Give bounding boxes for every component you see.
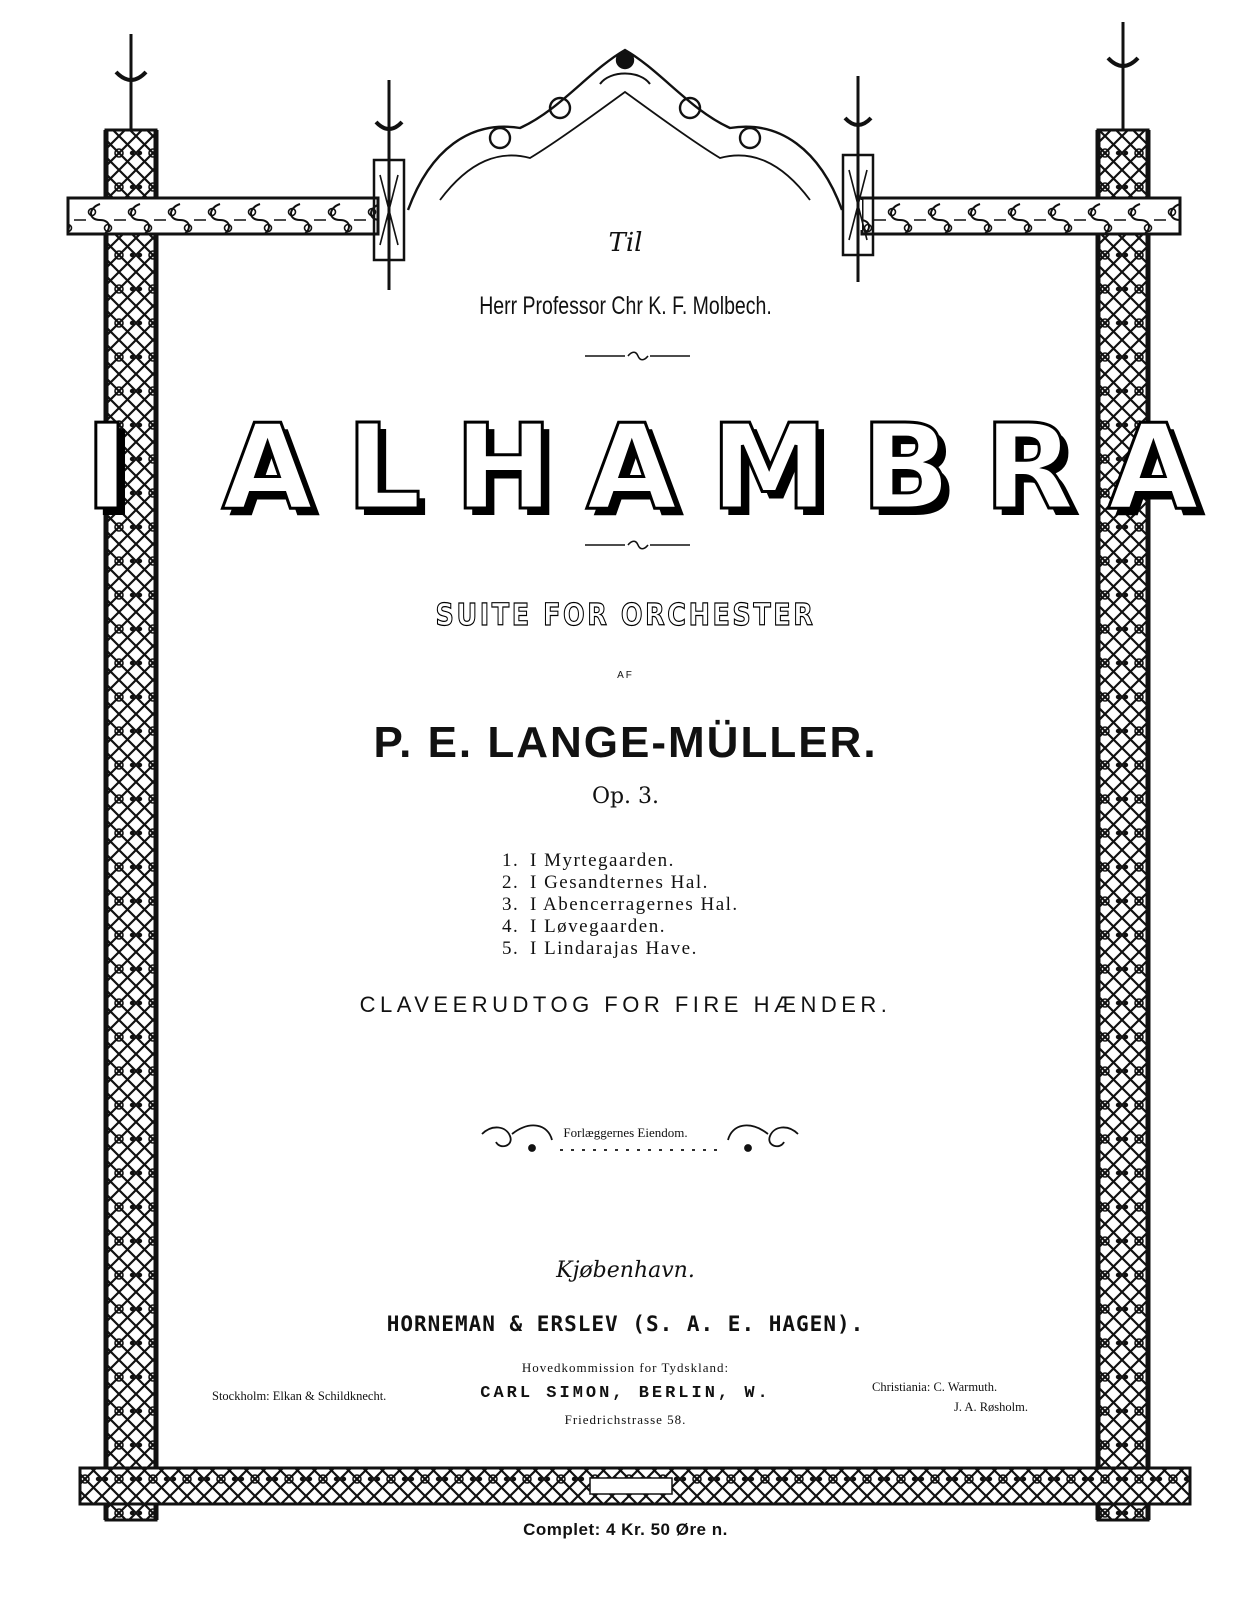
byline: AF xyxy=(617,670,634,681)
commission-note: Hovedkommission for Tydskland: xyxy=(521,1360,730,1375)
divider-top xyxy=(585,352,690,360)
title-letter: B xyxy=(860,398,984,536)
movement-title: I Abencerragernes Hal. xyxy=(530,894,739,915)
christiania-label: Christiania: xyxy=(872,1380,931,1394)
dedication-recipient: Herr Professor Chr K. F. Molbech. xyxy=(479,292,772,320)
title-letter: I xyxy=(84,398,162,536)
main-title xyxy=(0,398,1251,536)
movement-number: 4. xyxy=(502,916,520,937)
list-item xyxy=(502,872,739,894)
composer-name: P. E. LANGE-MÜLLER. xyxy=(373,718,878,767)
list-item xyxy=(502,894,739,916)
divider-bottom xyxy=(585,541,690,549)
title-letter: A xyxy=(586,398,711,536)
arch-ornament xyxy=(408,50,842,210)
title-letter: H xyxy=(454,398,587,536)
list-item xyxy=(502,938,739,960)
list-item xyxy=(502,916,739,938)
movement-number: 2. xyxy=(502,872,520,893)
title-letter: A xyxy=(1107,398,1233,536)
christiania-agent-1: C. Warmuth. xyxy=(933,1380,998,1394)
title-letter: R xyxy=(983,398,1108,536)
movement-list xyxy=(502,850,739,960)
list-item xyxy=(502,850,739,872)
commission-address: Friedrichstrasse 58. xyxy=(564,1412,687,1427)
movement-number: 5. xyxy=(502,938,520,959)
subtitle: SUITE FOR ORCHESTER xyxy=(435,598,816,633)
bottom-beam xyxy=(80,1468,1190,1504)
publisher-name: HORNEMAN & ERSLEV (S. A. E. HAGEN). xyxy=(386,1312,865,1336)
movement-title: I Løvegaarden. xyxy=(530,916,666,937)
publisher-city: Kjøbenhavn. xyxy=(556,1258,695,1283)
movement-number: 1. xyxy=(502,850,520,871)
arrangement-note: CLAVEERUDTOG FOR FIRE HÆNDER. xyxy=(359,992,892,1017)
price: Complet: 4 Kr. 50 Øre n. xyxy=(523,1520,728,1539)
movement-title: I Myrtegaarden. xyxy=(530,850,675,871)
commission-name: CARL SIMON, BERLIN, W. xyxy=(480,1384,771,1403)
title-letter: M xyxy=(710,398,861,536)
agent-christiania xyxy=(872,1377,1028,1417)
movement-number: 3. xyxy=(502,894,520,915)
ownership-note: Forlæggernes Eiendom. xyxy=(563,1125,688,1140)
christiania-agent-2: J. A. Røsholm. xyxy=(954,1400,1028,1414)
opus-number: Op. 3. xyxy=(591,784,660,809)
title-letter: A xyxy=(221,398,347,536)
dedication-til: Til xyxy=(608,228,643,258)
agent-stockholm: Stockholm: Elkan & Schildknecht. xyxy=(212,1389,387,1403)
movement-title: I Lindarajas Have. xyxy=(530,938,698,959)
movement-title: I Gesandternes Hal. xyxy=(530,872,709,893)
title-letter: L xyxy=(346,398,455,536)
